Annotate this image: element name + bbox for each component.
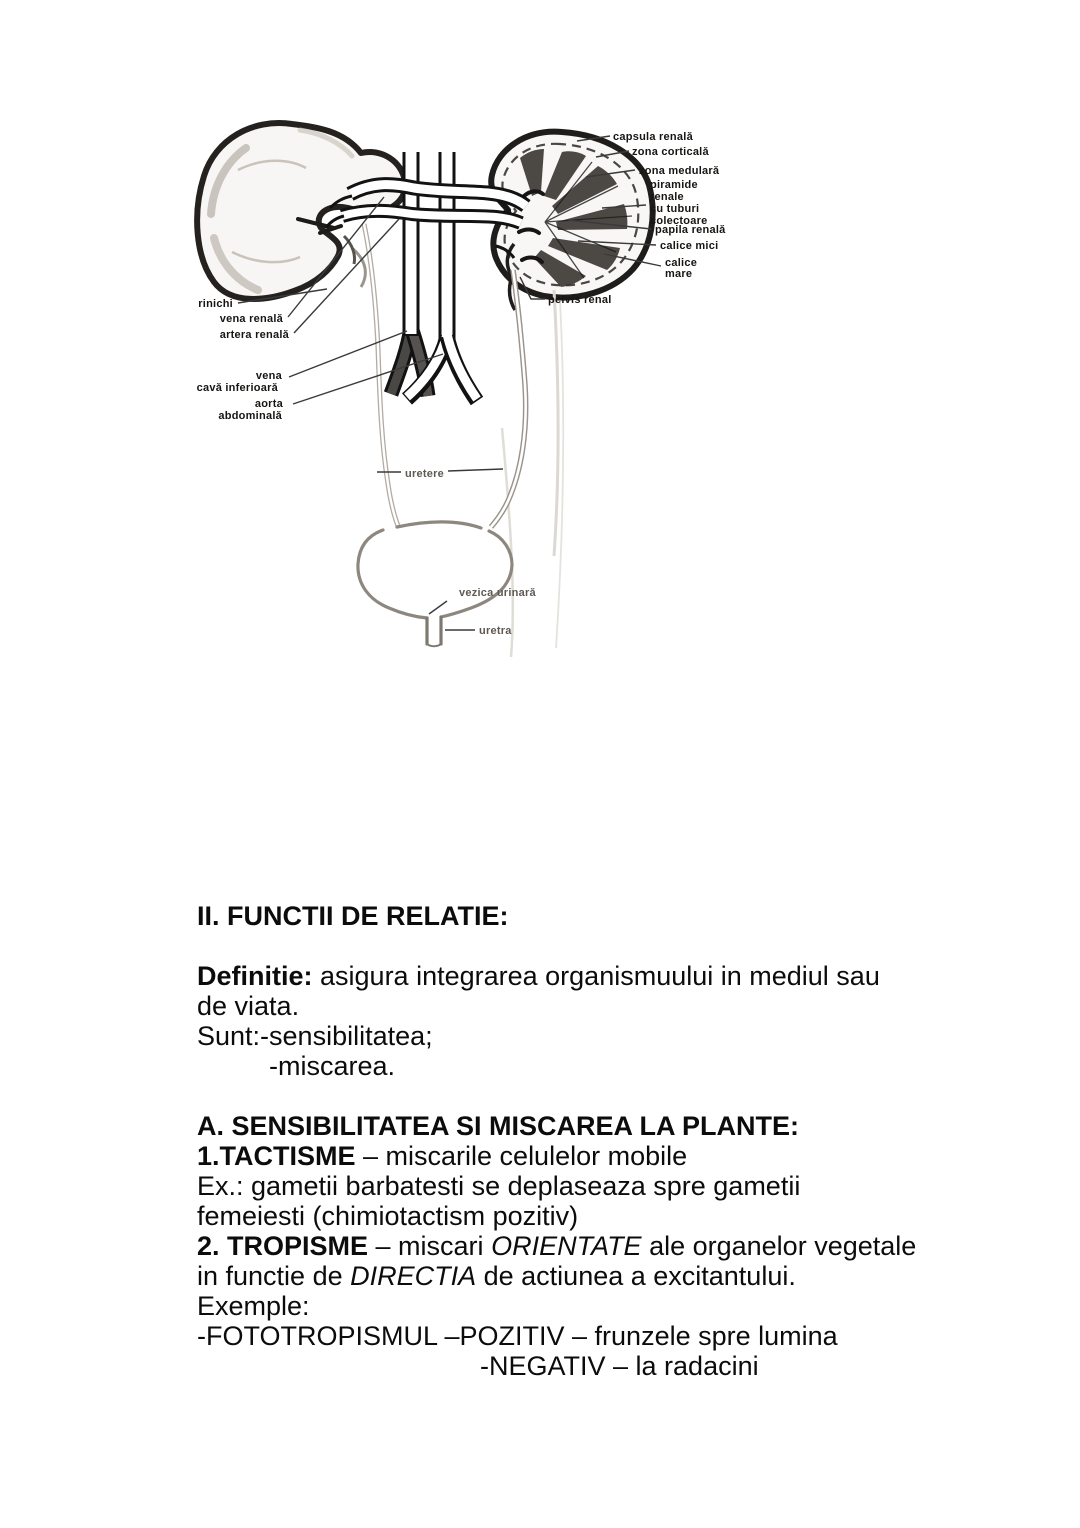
text-segment: Exemple: bbox=[197, 1291, 310, 1321]
label-capsula-renala: capsula renală bbox=[613, 131, 693, 143]
label-zona-medulara: zona medulară bbox=[639, 165, 720, 177]
blank-line bbox=[197, 931, 1037, 961]
text-line bbox=[197, 961, 1037, 991]
label-zona-corticala: zona corticală bbox=[632, 146, 709, 158]
text-segment: de actiunea a excitantului. bbox=[476, 1261, 796, 1291]
text-segment: – miscarile celulelor mobile bbox=[355, 1141, 688, 1171]
label-rinichi: rinichi bbox=[198, 298, 233, 310]
label-aorta-line1: aorta bbox=[254, 398, 283, 410]
text-segment: -miscarea. bbox=[269, 1051, 396, 1081]
text-line bbox=[197, 1021, 1037, 1051]
text-line bbox=[197, 1051, 1037, 1081]
label-pelvis-renal: pelvis renal bbox=[548, 294, 612, 306]
text-segment: II. FUNCTII DE RELATIE: bbox=[197, 901, 509, 931]
label-calice-mici: calice mici bbox=[660, 240, 719, 252]
text-segment: ale organelor vegetale bbox=[641, 1231, 917, 1261]
text-segment: asigura integrarea organismuului in mediul sau bbox=[312, 961, 880, 991]
text-line bbox=[197, 1261, 1037, 1291]
text-segment: Ex.: gametii barbatesti se deplaseaza spre gametii bbox=[197, 1171, 801, 1201]
lesson-text-block bbox=[197, 901, 1037, 1381]
label-vezica-urinara: vezica urinară bbox=[459, 587, 536, 599]
text-segment: ORIENTATE bbox=[491, 1231, 642, 1261]
blank-line bbox=[197, 1081, 1037, 1111]
urinary-system-diagram bbox=[0, 0, 1080, 700]
label-piramide-renale-line4: colectoare bbox=[650, 215, 708, 227]
text-line bbox=[197, 1321, 1037, 1351]
text-segment: A. SENSIBILITATEA SI MISCAREA LA PLANTE: bbox=[197, 1111, 800, 1141]
text-line bbox=[197, 1171, 1037, 1201]
text-segment: femeiesti (chimiotactism pozitiv) bbox=[197, 1201, 579, 1231]
sketch-streaks bbox=[502, 290, 563, 657]
text-segment: 2. TROPISME bbox=[197, 1231, 369, 1261]
blood-vessels-illustration bbox=[326, 150, 526, 401]
label-piramide-renale-line3: cu tuburi bbox=[650, 203, 700, 215]
label-papila-renala: papila renală bbox=[655, 224, 726, 236]
text-line bbox=[197, 1201, 1037, 1231]
label-piramide-renale-line2: renale bbox=[650, 191, 684, 203]
label-uretere: uretere bbox=[405, 468, 445, 480]
text-line bbox=[197, 991, 1037, 1021]
label-calice-mare-line1: calice bbox=[665, 257, 698, 269]
text-segment: in functie de bbox=[197, 1261, 351, 1291]
label-vena-cava-line2: cavă inferioară bbox=[196, 382, 278, 394]
label-vena-renala: vena renală bbox=[219, 313, 283, 325]
label-artera-renala: artera renală bbox=[219, 329, 289, 341]
text-segment: -NEGATIV – la radacini bbox=[480, 1351, 759, 1381]
text-line bbox=[197, 1351, 1037, 1381]
heading-line bbox=[197, 1111, 1037, 1141]
label-calice-mare-line2: mare bbox=[665, 268, 693, 280]
label-piramide-renale-line1: piramide bbox=[650, 179, 698, 191]
heading-line bbox=[197, 901, 1037, 931]
text-segment: -FOTOTROPISMUL –POZITIV – frunzele spre lumina bbox=[197, 1321, 838, 1351]
text-segment: DIRECTIA bbox=[350, 1261, 477, 1291]
label-uretra: uretra bbox=[479, 625, 512, 637]
label-vena-cava-line1: vena bbox=[255, 370, 282, 382]
text-line bbox=[197, 1231, 1037, 1261]
text-segment: Definitie: bbox=[197, 961, 313, 991]
text-line bbox=[197, 1141, 1037, 1171]
label-aorta-line2: abdominală bbox=[218, 410, 282, 422]
text-line bbox=[197, 1291, 1037, 1321]
text-segment: Sunt:-sensibilitatea; bbox=[197, 1021, 433, 1051]
text-segment: – miscari bbox=[368, 1231, 492, 1261]
text-segment: 1.TACTISME bbox=[197, 1141, 356, 1171]
text-segment: de viata. bbox=[197, 991, 300, 1021]
